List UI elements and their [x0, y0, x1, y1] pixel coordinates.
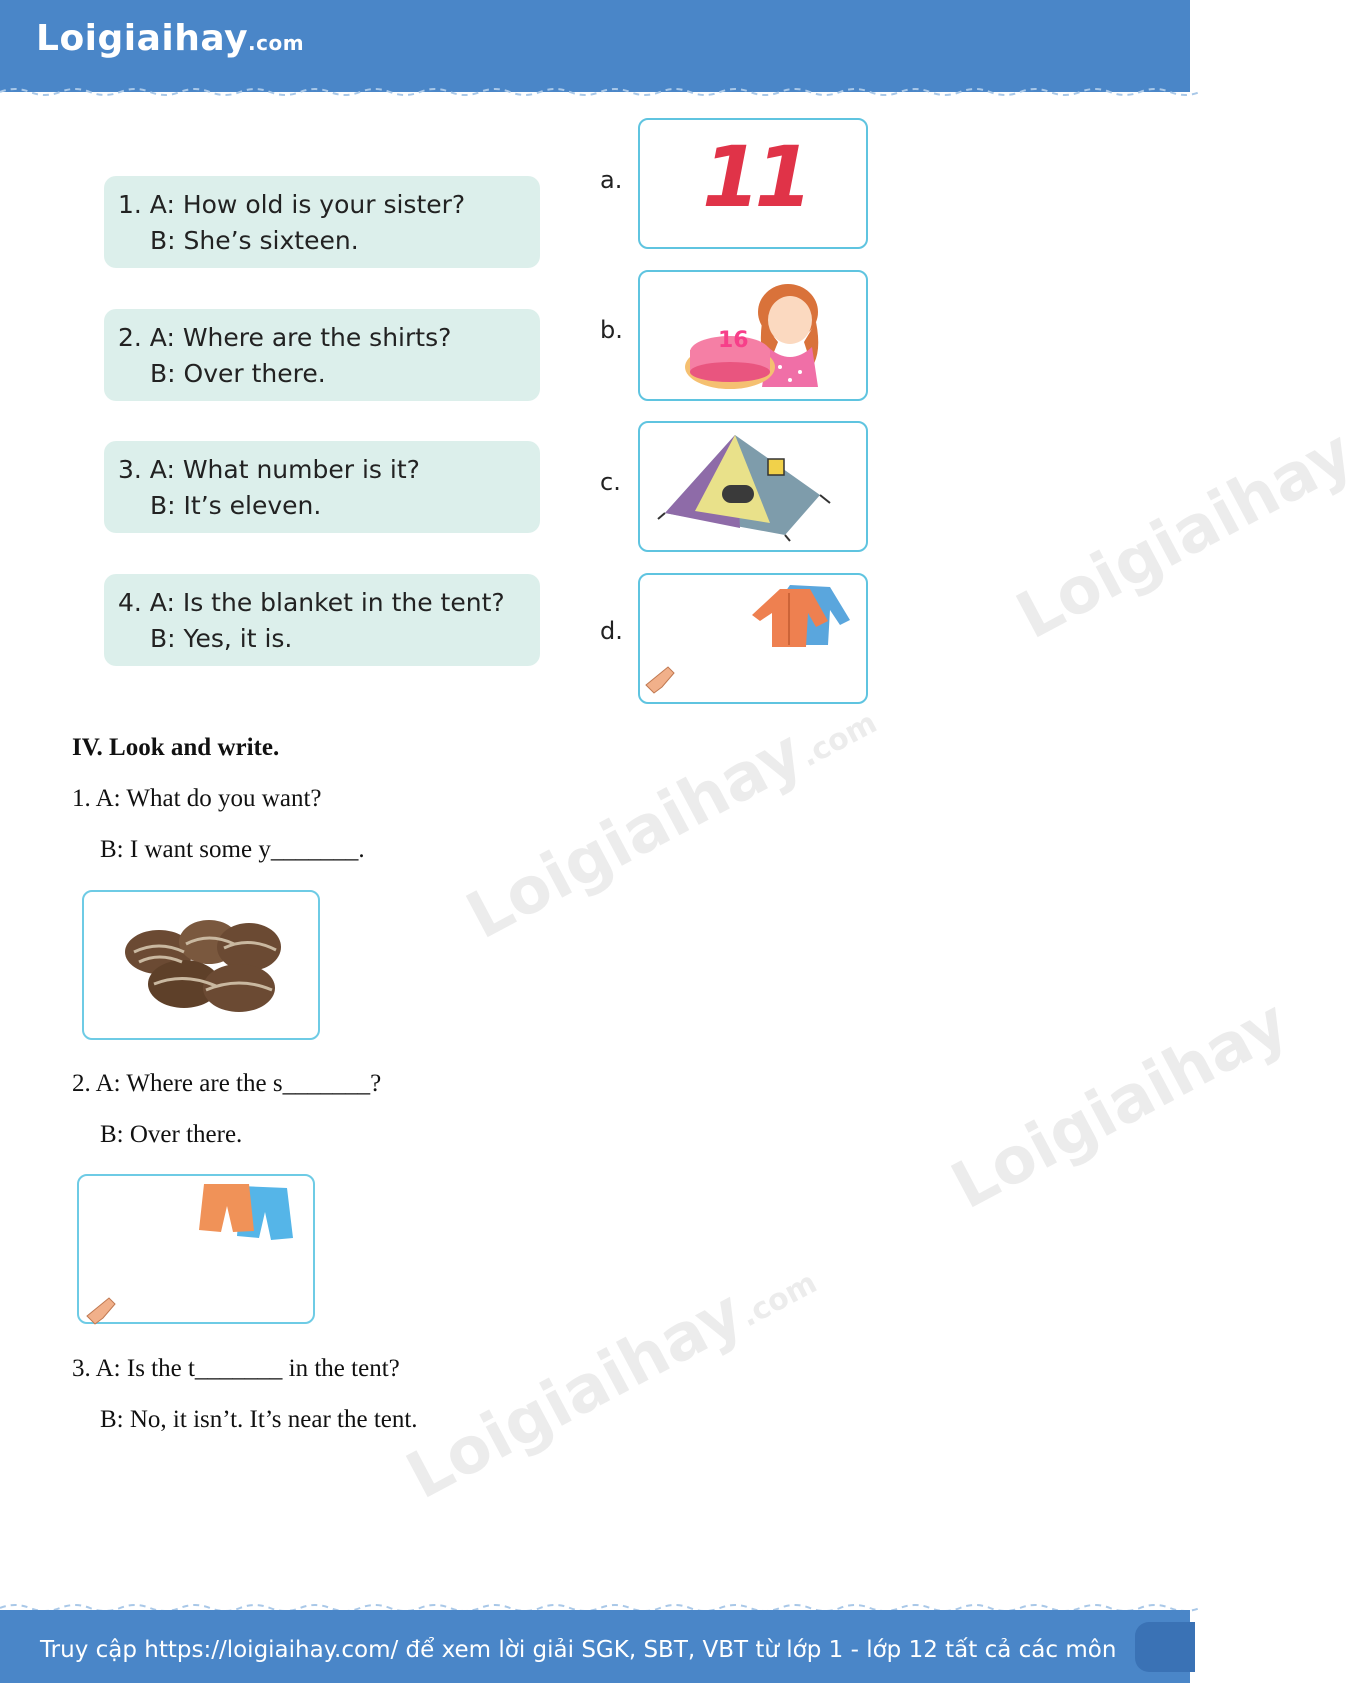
option-letter-c: c.	[600, 468, 621, 496]
shirts-image	[640, 575, 870, 706]
shorts-image	[79, 1176, 317, 1326]
number-eleven-image: 11	[702, 128, 807, 226]
yams-image	[84, 892, 322, 1042]
dialog-box-4	[104, 574, 540, 666]
svg-text:16: 16	[718, 328, 749, 353]
yam-picture-box	[82, 890, 320, 1040]
dialog-box-1	[104, 176, 540, 268]
dialog-box-3	[104, 441, 540, 533]
girl-cake-image	[640, 272, 870, 403]
picture-box-a	[638, 118, 868, 249]
dialog-answer: B: It’s eleven.	[150, 491, 322, 520]
question-2-line-b: B: Over there.	[100, 1121, 243, 1148]
tent-image	[640, 423, 870, 554]
watermark: Loigiaihay	[1005, 415, 1365, 654]
question-3-line-a: 3. A: Is the t_______ in the tent?	[72, 1355, 400, 1382]
dialog-question: 1. A: How old is your sister?	[118, 190, 466, 219]
option-letter-b: b.	[600, 316, 623, 344]
shorts-picture-box	[77, 1174, 315, 1324]
section-heading: IV. Look and write.	[72, 734, 280, 761]
dialog-question: 4. A: Is the blanket in the tent?	[118, 588, 505, 617]
picture-box-d	[638, 573, 868, 704]
watermark: Loigiaihay	[940, 985, 1300, 1224]
dialog-question: 3. A: What number is it?	[118, 455, 420, 484]
footer-tab	[1135, 1622, 1195, 1672]
question-1-line-b: B: I want some y_______.	[100, 836, 365, 863]
watermark: Loigiaihay.com	[395, 1265, 823, 1514]
dialog-answer: B: She’s sixteen.	[150, 226, 359, 255]
footer-link-text[interactable]: Truy cập https://loigiaihay.com/ để xem lời giải SGK, SBT, VBT từ lớp 1 - lớp 12 tất cả các môn	[40, 1637, 1117, 1663]
option-letter-a: a.	[600, 166, 623, 194]
dialog-answer: B: Yes, it is.	[150, 624, 293, 653]
picture-box-b	[638, 270, 868, 401]
question-2-line-a: 2. A: Where are the s_______?	[72, 1070, 382, 1097]
page-header	[0, 0, 1190, 92]
dialog-question: 2. A: Where are the shirts?	[118, 323, 452, 352]
dialog-answer: B: Over there.	[150, 359, 326, 388]
option-letter-d: d.	[600, 617, 623, 645]
question-1-line-a: 1. A: What do you want?	[72, 785, 322, 812]
site-logo[interactable]: Loigiaihay.com	[36, 18, 305, 59]
header-wave-divider	[0, 80, 1190, 100]
dialog-box-2	[104, 309, 540, 401]
picture-box-c	[638, 421, 868, 552]
question-3-line-b: B: No, it isn’t. It’s near the tent.	[100, 1406, 418, 1433]
watermark: Loigiaihay.com	[455, 705, 883, 954]
